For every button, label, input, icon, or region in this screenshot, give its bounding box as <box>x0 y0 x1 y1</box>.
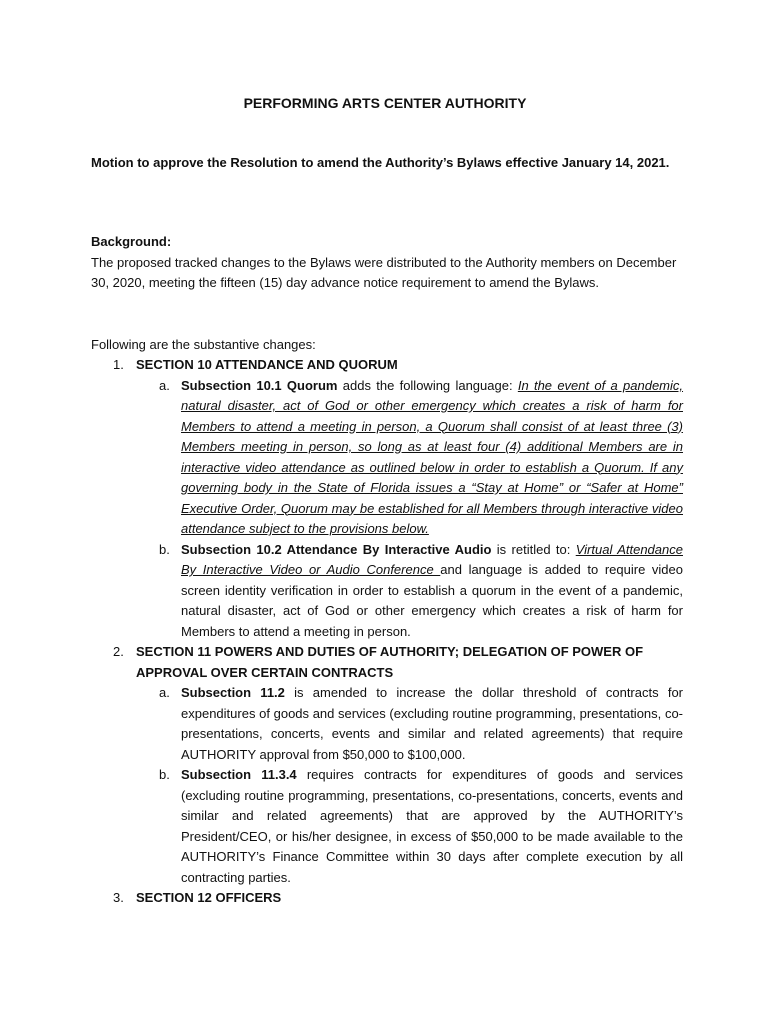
subsection-heading: Subsection 10.2 Attendance By Interactive Audio <box>181 541 492 557</box>
changes-list <box>91 355 683 909</box>
section-title: SECTION 11 POWERS AND DUTIES OF AUTHORITY; DELEGATION OF POWER OF APPROVAL OVER CERTAIN CONTRACTS <box>136 644 644 680</box>
background-text: The proposed tracked changes to the Bylaws were distributed to the Authority members on December 30, 2020, meeting the fifteen (15) day advance notice requirement to amend the Bylaws. <box>91 254 677 290</box>
section-item <box>91 642 683 683</box>
subsection-heading: Subsection 11.2 <box>181 685 285 700</box>
subsection-text: is amended to increase the dollar threshold of contracts for expenditures of goods and services (excluding routine programming, presentations, co-presentations, concerts, events and similar and related agreements) that require AUTHORITY approval from $50,000 to $100,000. <box>181 685 684 762</box>
section-title: SECTION 10 ATTENDANCE AND QUORUM <box>136 357 398 372</box>
subsection-item <box>136 540 683 643</box>
subsection-letter: b. <box>159 767 170 782</box>
subsection-heading: Subsection 10.1 Quorum <box>181 377 338 393</box>
background-label: Background: <box>91 234 172 249</box>
section-item <box>91 355 683 376</box>
subsection-item <box>136 376 683 540</box>
motion-statement: Motion to approve the Resolution to amend the Authority’s Bylaws effective January 14, 2021. <box>91 155 670 170</box>
section-number: 3. <box>113 890 124 905</box>
document-title: PERFORMING ARTS CENTER AUTHORITY <box>243 95 527 111</box>
subsection-item <box>136 683 683 765</box>
subsection-text: requires contracts for expenditures of goods and services (excluding routine programming, presentations, co-presentations, concerts, events and similar and related agreements) that are approved by the AUTHORITY’s President/CEO, or his/her designee, in excess of $50,000 to be made available to the AUTHORITY’s Finance Committee within 30 days after complete execution by all contracting parties. <box>181 767 684 885</box>
section-item <box>91 888 683 909</box>
subsection-heading: Subsection 11.3.4 <box>181 767 297 782</box>
subsection-letter: a. <box>159 377 170 393</box>
background-section <box>91 232 681 294</box>
subsection-item <box>136 765 683 888</box>
section-title: SECTION 12 OFFICERS <box>136 890 282 905</box>
inserted-language: In the event of a pandemic, natural disaster, act of God or other emergency which creates a risk of harm for Members to attend a meeting in person, a Quorum shall consist of at least three (3) Members meeting in person, so long as at least four (4) additional Members are in interactive video attendance as outlined below in order to establish a Quorum. If any governing body in the State of Florida issues a “Stay at Home” or “Safer at Home” Executive Order, Quorum may be established for all Members through interactive video attendance subject to the provisions below. <box>181 377 684 536</box>
subsection-letter: a. <box>159 685 170 700</box>
subsection-text: is retitled to: <box>491 541 576 557</box>
section-number: 2. <box>113 644 124 659</box>
subsection-text: adds the following language: <box>337 377 518 393</box>
subsection-letter: b. <box>159 541 170 557</box>
subsection-text-continued: and language is added to require video screen identity verification in order to establish a quorum in the event of a pandemic, natural disaster, act of God or other emergency which creates a risk of harm for Members to attend a meeting in person. <box>181 562 683 639</box>
section-number: 1. <box>113 357 124 372</box>
intro-text: Following are the substantive changes: <box>91 337 316 352</box>
inserted-language: Virtual Attendance By Interactive Video or Audio Conference <box>181 541 683 577</box>
